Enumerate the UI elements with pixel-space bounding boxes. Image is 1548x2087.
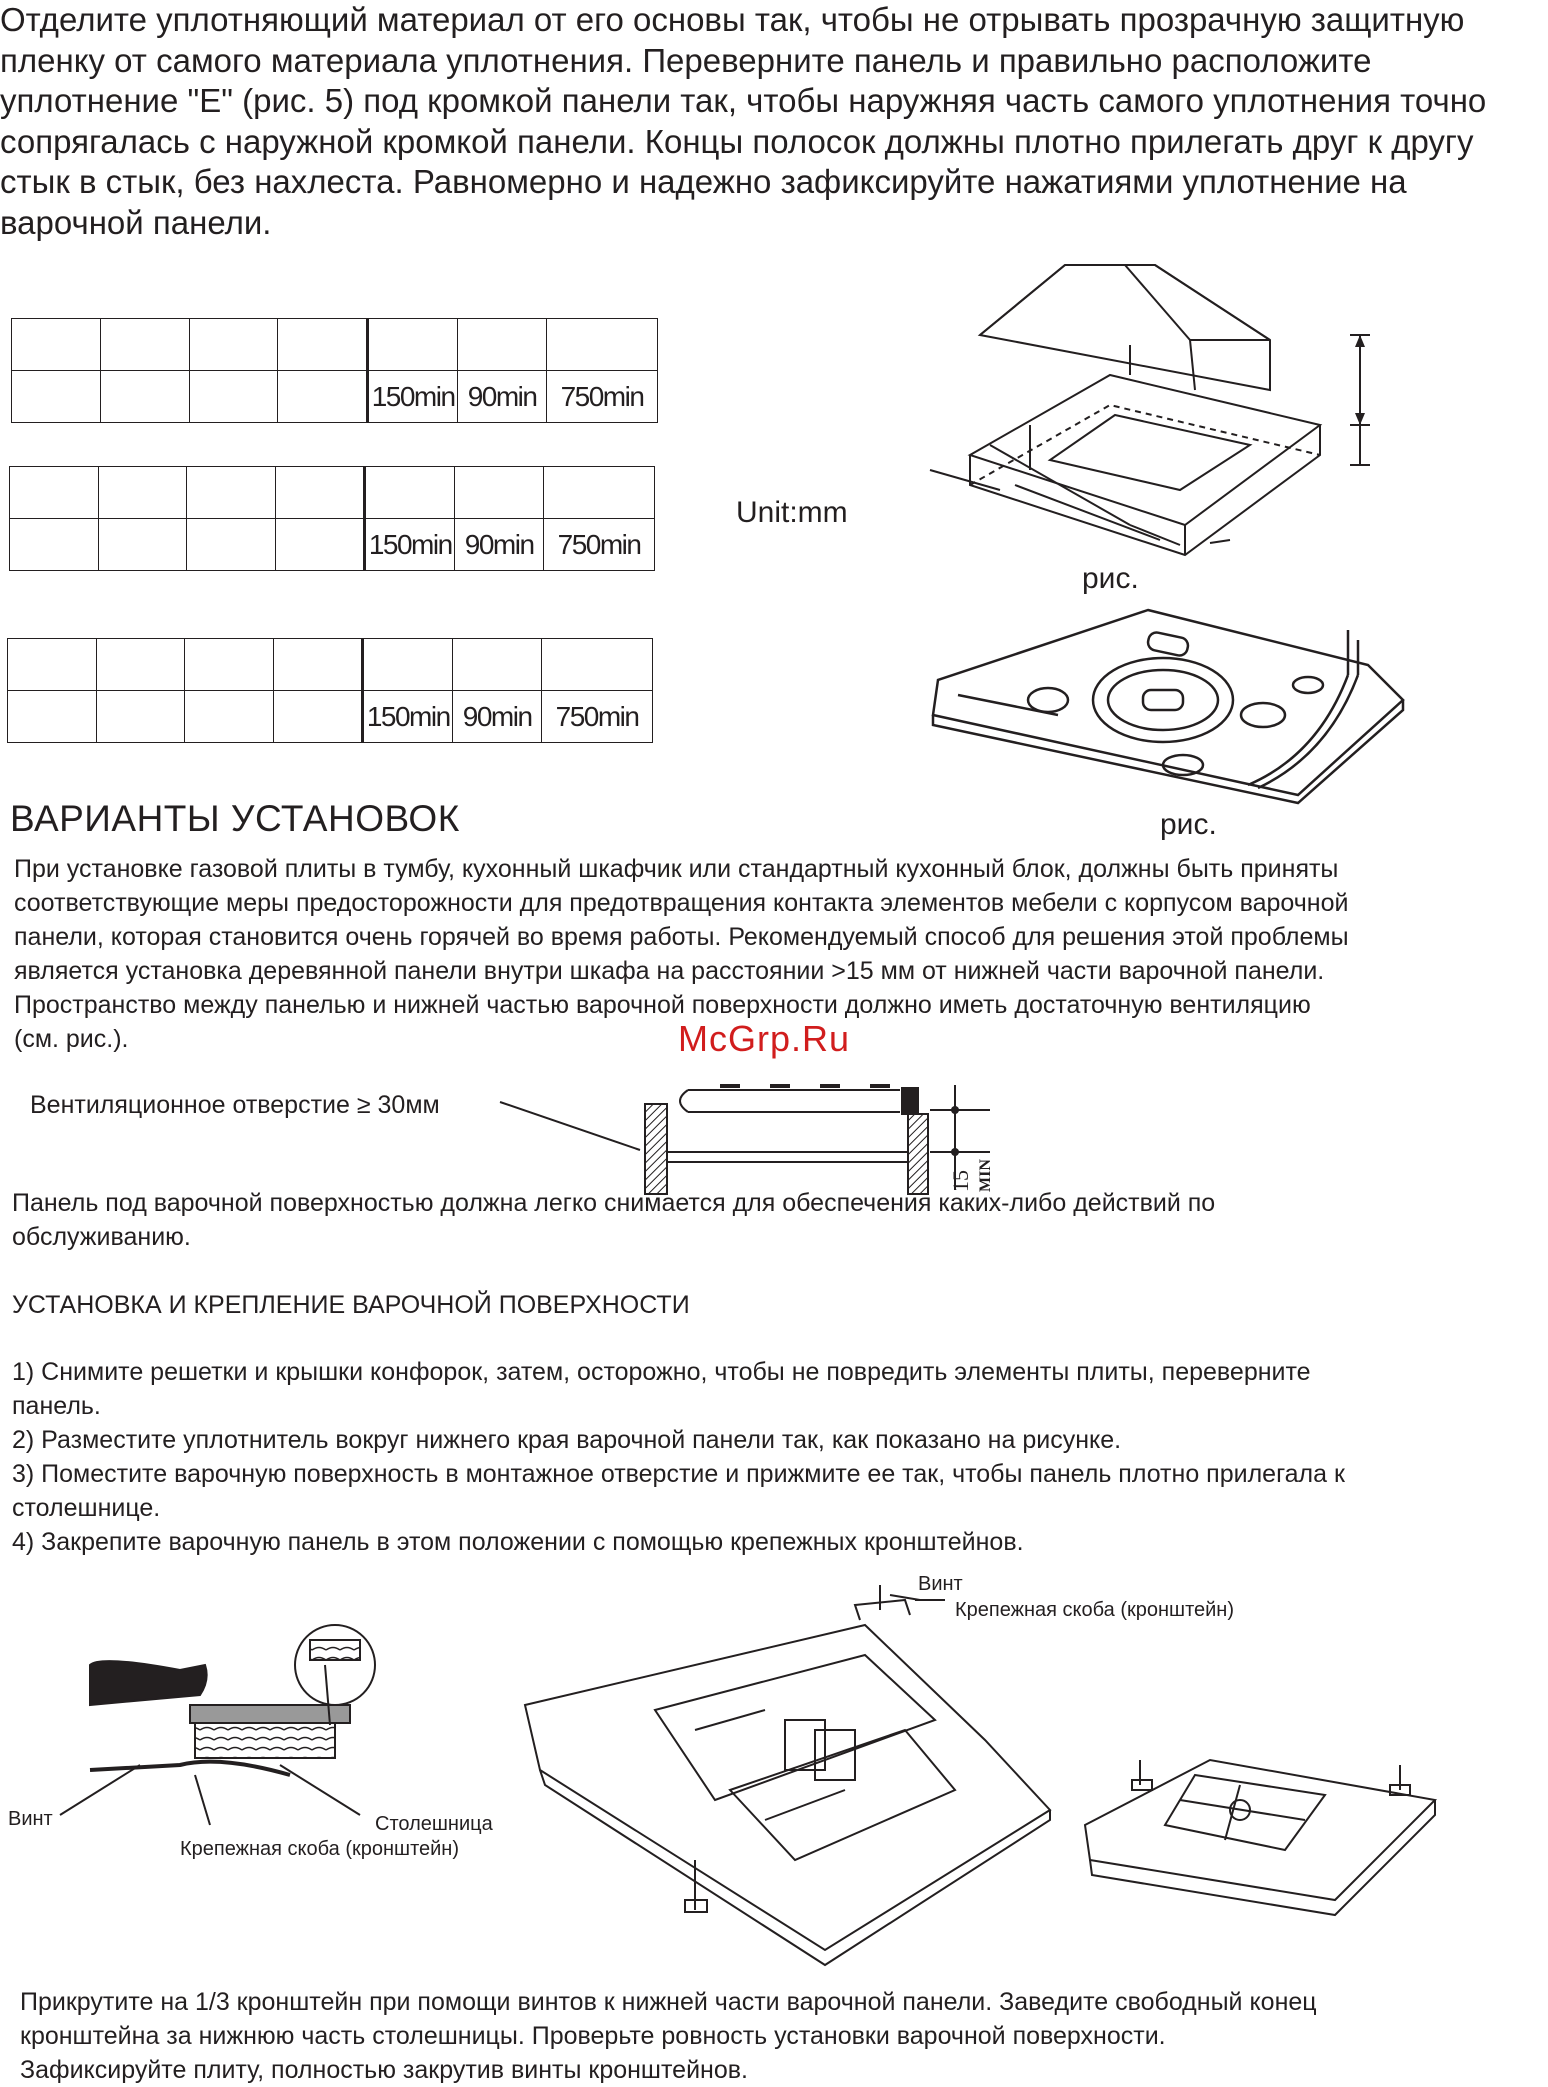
final-line: кронштейна за нижнюю часть столешницы. Проверьте ровность установки варочной поверхности. (20, 2022, 1166, 2050)
cell-value: 750min (547, 371, 658, 423)
cell-value: 90min (458, 371, 547, 423)
dimension-table-2 (9, 466, 655, 571)
install-step: 2) Разместите уплотнитель вокруг нижнего края варочной панели так, как показано на рисунке. (12, 1426, 1122, 1454)
dim-min: MIN (977, 1159, 994, 1192)
install-step: 3) Поместите варочную поверхность в монтажное отверстие и прижмите ее так, чтобы панель плотно прилегала к (12, 1460, 1345, 1488)
install-step: 1) Снимите решетки и крышки конфорок, затем, осторожно, чтобы не повредить элементы плиты, переверните (12, 1358, 1311, 1386)
screw-label-left: Винт (8, 1808, 53, 1830)
dim-value: 15 (948, 1170, 973, 1192)
install-step: панель. (12, 1392, 101, 1420)
bracket-section-diagram (60, 1625, 400, 1795)
variants-line: является установка деревянной панели внутри шкафа на расстоянии >15 мм от нижней части варочной панели. (14, 957, 1325, 985)
panel-line: обслуживанию. (12, 1223, 191, 1251)
intro-line: пленку от самого материала уплотнения. Переверните панель и правильно расположите (0, 41, 1372, 79)
ventilation-diagram (490, 1080, 1000, 1190)
intro-line: уплотнение "E" (рис. 5) под кромкой панели так, чтобы наружняя часть самого уплотнения точно (0, 82, 1487, 119)
dimension-table-1 (11, 318, 658, 423)
panel-paragraph (12, 1186, 1215, 1254)
watermark: McGrp.Ru (678, 1018, 851, 1059)
intro-paragraph (0, 0, 1548, 243)
final-line: Прикрутите на 1/3 кронштейн при помощи винтов к нижней части варочной панели. Заведите свободный конец (20, 1988, 1317, 2016)
variants-line: панели, которая становится очень горячей во время работы. Рекомендуемый способ для решения этой проблемы (14, 923, 1349, 951)
screw-label-top: Винт (918, 1573, 963, 1595)
variants-heading: ВАРИАНТЫ УСТАНОВОК (10, 798, 460, 839)
install-steps (12, 1355, 1345, 1559)
intro-line: стык в стык, без нахлеста. Равномерно и надежно зафиксируйте нажатиями уплотнение на (0, 163, 1407, 200)
figure-caption-middle: рис. (1160, 808, 1217, 841)
cell-value: 90min (455, 519, 544, 571)
cell-value: 750min (544, 519, 655, 571)
final-line: Зафиксируйте плиту, полностью закрутив винты кронштейнов. (20, 2056, 748, 2084)
countertop-label: Столешница (375, 1813, 493, 1835)
variants-line: (см. рис.). (14, 1025, 129, 1053)
intro-line: варочной панели. (0, 203, 272, 241)
cooktop-underside-diagram (918, 605, 1418, 805)
bracket-label-top: Крепежная скоба (кронштейн) (955, 1599, 1235, 1621)
install-heading: УСТАНОВКА И КРЕПЛЕНИЕ ВАРОЧНОЙ ПОВЕРХНОСТИ (12, 1291, 690, 1319)
variants-line: Пространство между панелью и нижней частью варочной поверхности должно иметь достаточную вентиляцию (14, 991, 1311, 1019)
cell-value: 150min (365, 519, 455, 571)
cooktop-bracket-diagram (515, 1580, 1055, 1960)
figure-caption-top: рис. (1082, 562, 1139, 595)
final-paragraph (20, 1985, 1317, 2087)
cabinet-hood-diagram (930, 255, 1400, 555)
variants-line: При установке газовой плиты в тумбу, кухонный шкафчик или стандартный кухонный блок, должны быть приняты (14, 855, 1339, 883)
panel-line: Панель под варочной поверхностью должна легко снимается для обеспечения каких-либо действий по (12, 1189, 1216, 1217)
intro-line: сопрягалась с наружной кромкой панели. Концы полосок должны плотно прилегать друг к другу (0, 122, 1474, 160)
cell-value: 750min (542, 691, 653, 743)
install-step: столешнице. (12, 1494, 161, 1522)
cell-value: 90min (453, 691, 542, 743)
dimension-table-3 (7, 638, 653, 743)
vent-label: Вентиляционное отверстие ≥ 30мм (30, 1091, 440, 1119)
variants-line: соответствующие меры предосторожности для предотвращения контакта элементов мебели с корпусом варочной (14, 889, 1349, 917)
cell-value: 150min (368, 371, 458, 423)
install-step: 4) Закрепите варочную панель в этом положении с помощью крепежных кронштейнов. (12, 1528, 1024, 1556)
intro-line: Отделите уплотняющий материал от его основы так, чтобы не отрывать прозрачную защитную (0, 1, 1465, 38)
bracket-label-left: Крепежная скоба (кронштейн) (180, 1838, 460, 1860)
cooktop-small-diagram (1080, 1740, 1440, 1940)
unit-label: Unit:mm (736, 496, 848, 529)
cell-value: 150min (363, 691, 453, 743)
